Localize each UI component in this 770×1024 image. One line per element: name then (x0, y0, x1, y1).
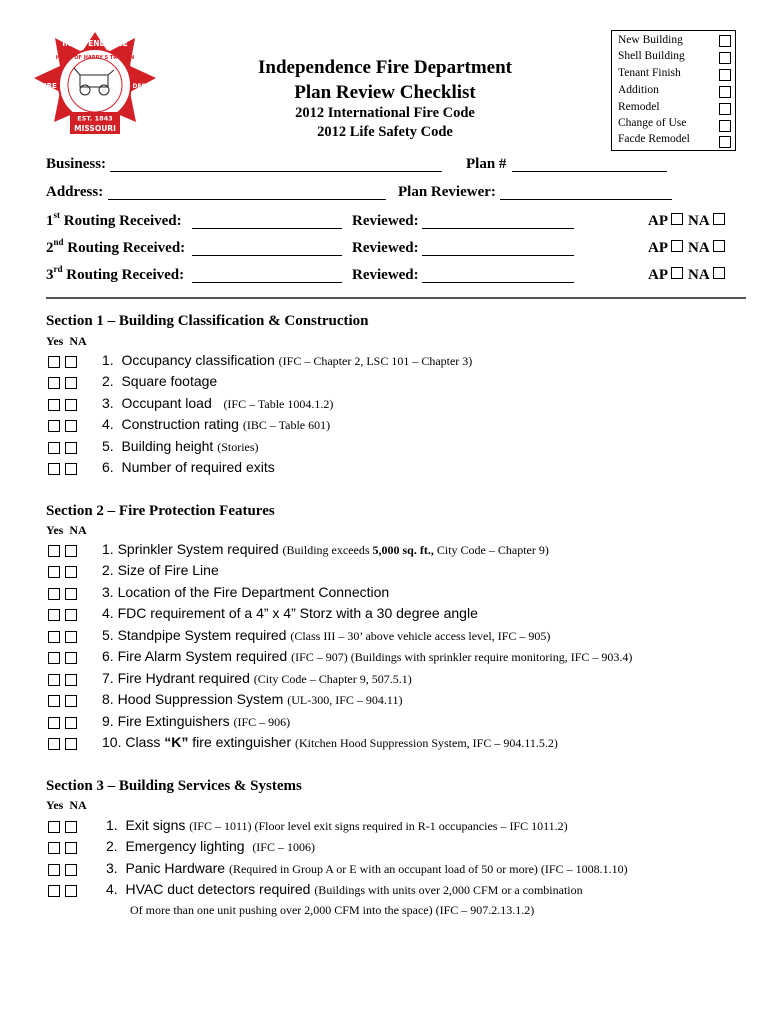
na-checkbox[interactable] (65, 717, 77, 729)
item-text: HVAC duct detectors required (125, 881, 311, 897)
yes-checkbox[interactable] (48, 545, 60, 557)
item-text: Size of Fire Line (117, 562, 219, 578)
list-item (102, 605, 478, 621)
plan-number-field[interactable] (512, 171, 667, 172)
yes-checkbox[interactable] (48, 738, 60, 750)
address-label: Address: (46, 184, 104, 200)
project-type-checkbox[interactable] (719, 120, 731, 132)
address-field[interactable] (108, 199, 386, 200)
item-number: 3. (102, 395, 114, 411)
item-note: (Buildings with units over 2,000 CFM or a combination (314, 883, 583, 897)
yes-na-checkboxes (48, 863, 82, 881)
na-checkbox[interactable] (65, 631, 77, 643)
yes-checkbox[interactable] (48, 631, 60, 643)
project-type-checkbox[interactable] (719, 69, 731, 81)
routing-3-label (46, 265, 184, 284)
item-number: 1. (106, 817, 118, 833)
item-number: 10. (102, 734, 122, 750)
item-text: Fire Alarm System required (117, 648, 288, 664)
item-note: (IFC – 1006) (252, 840, 315, 854)
yes-checkbox[interactable] (48, 377, 60, 389)
plan-reviewer-label: Plan Reviewer: (398, 184, 496, 200)
logo-missouri: MISSOURI (74, 124, 116, 133)
list-item (102, 373, 217, 389)
routing-text: Routing Received: (63, 213, 182, 229)
section-divider (46, 297, 746, 299)
item-note: (UL-300, IFC – 904.11) (287, 693, 403, 707)
routing-num: 2 (46, 240, 54, 256)
ap-2-checkbox[interactable] (671, 240, 683, 252)
project-type-label: Tenant Finish (618, 67, 681, 79)
na-checkbox[interactable] (65, 399, 77, 411)
routing-sup: st (53, 210, 60, 220)
na-label: NA (688, 240, 710, 256)
logo-est: EST. 1843 (77, 114, 113, 123)
yes-checkbox[interactable] (48, 864, 60, 876)
list-item (106, 881, 583, 898)
routing-sup: rd (53, 264, 63, 274)
item-note: (IFC – 907) (Buildings with sprinkler require monitoring, IFC – 903.4) (291, 650, 633, 664)
routing-2-label (46, 238, 185, 257)
item-number: 8. (102, 691, 114, 707)
section-2-title: Section 2 – Fire Protection Features (46, 503, 275, 519)
list-item (106, 838, 315, 855)
item-text: Panic Hardware (125, 860, 226, 876)
na-checkbox[interactable] (65, 695, 77, 707)
yes-na-checkboxes (48, 587, 82, 605)
list-item (106, 860, 628, 877)
item-text: Occupancy classification (121, 352, 275, 368)
reviewed-1-field[interactable] (422, 228, 574, 229)
na-checkbox[interactable] (65, 588, 77, 600)
routing-num: 1 (46, 213, 54, 229)
project-type-box (611, 30, 736, 151)
yes-checkbox[interactable] (48, 420, 60, 432)
item-text: Number of required exits (121, 459, 275, 475)
na-label: NA (688, 267, 710, 283)
project-type-label: Addition (618, 84, 659, 96)
yes-na-checkboxes (48, 565, 82, 583)
item-note-continued: Of more than one unit pushing over 2,000 CFM into the space) (IFC – 907.2.13.1.2) (130, 903, 535, 917)
list-item (102, 670, 412, 687)
item-text: Hood Suppression System (117, 691, 284, 707)
na-3-checkbox[interactable] (713, 267, 725, 279)
na-label: NA (69, 798, 87, 812)
routing-text: Routing Received: (67, 240, 186, 256)
project-type-label: Facde Remodel (618, 133, 690, 145)
na-checkbox[interactable] (65, 652, 77, 664)
yes-checkbox[interactable] (48, 821, 60, 833)
item-note: (Class III – 30’ above vehicle access level, IFC – 905) (290, 629, 551, 643)
item-number: 2. (102, 373, 114, 389)
ap-label: AP (648, 213, 668, 229)
item-note: City Code – Chapter 9) (433, 543, 549, 557)
item-number: 5. (102, 438, 114, 454)
item-text: Exit signs (125, 817, 186, 833)
yes-na-checkboxes (48, 630, 82, 648)
list-item (102, 352, 472, 369)
yes-na-checkboxes (48, 694, 82, 712)
list-item (102, 691, 402, 708)
item-number: 2. (106, 838, 118, 854)
item-note: (Building exceeds (282, 543, 373, 557)
yes-na-checkboxes (48, 841, 82, 859)
yes-checkbox[interactable] (48, 399, 60, 411)
project-type-checkbox[interactable] (719, 136, 731, 148)
yes-checkbox[interactable] (48, 566, 60, 578)
item-note-bold: 5,000 sq. ft., (372, 543, 434, 557)
na-checkbox[interactable] (65, 885, 77, 897)
business-field[interactable] (110, 171, 442, 172)
yes-label: Yes (46, 334, 64, 348)
logo-fire: FIRE (39, 82, 57, 90)
item-text: fire extinguisher (188, 734, 292, 750)
logo-dept: DEPT. (132, 83, 152, 90)
item-text: Class (125, 734, 165, 750)
item-note: (City Code – Chapter 9, 507.5.1) (253, 672, 412, 686)
item-text: Building height (121, 438, 214, 454)
yes-label: Yes (46, 798, 64, 812)
yes-checkbox[interactable] (48, 588, 60, 600)
project-type-checkbox[interactable] (719, 103, 731, 115)
item-number: 7. (102, 670, 114, 686)
yes-na-checkboxes (48, 651, 82, 669)
na-checkbox[interactable] (65, 864, 77, 876)
na-label: NA (69, 523, 87, 537)
yes-checkbox[interactable] (48, 842, 60, 854)
yes-na-checkboxes (48, 419, 82, 437)
yes-na-checkboxes (48, 355, 82, 373)
yes-checkbox[interactable] (48, 652, 60, 664)
reviewed-3-label: Reviewed: (352, 267, 419, 283)
item-note: (Kitchen Hood Suppression System, IFC – 904.11.5.2) (295, 736, 558, 750)
business-label: Business: (46, 156, 107, 172)
logo-arc-text: HOME OF HARRY S TRUMAN (55, 55, 135, 61)
item-text: Fire Extinguishers (117, 713, 230, 729)
yes-na-checkboxes (48, 398, 82, 416)
code-reference-lsc: 2012 Life Safety Code (317, 124, 453, 140)
list-item (102, 459, 275, 475)
list-item (102, 562, 219, 578)
plan-number-label: Plan # (466, 156, 507, 172)
yes-na-checkboxes (48, 376, 82, 394)
list-item (102, 438, 259, 455)
reviewed-1-label: Reviewed: (352, 213, 419, 229)
na-1-checkbox[interactable] (713, 213, 725, 225)
na-checkbox[interactable] (65, 738, 77, 750)
routing-3-received-field[interactable] (192, 282, 342, 283)
item-number: 4. (102, 605, 114, 621)
item-number: 6. (102, 459, 114, 475)
routing-2-received-field[interactable] (192, 255, 342, 256)
item-text: Fire Hydrant required (117, 670, 250, 686)
item-note: (IFC – Table 1004.1.2) (223, 397, 334, 411)
fire-department-logo (30, 30, 160, 150)
yes-checkbox[interactable] (48, 442, 60, 454)
yes-na-checkboxes (48, 737, 82, 755)
item-number: 3. (106, 860, 118, 876)
yes-na-checkboxes (48, 462, 82, 480)
item-number: 9. (102, 713, 114, 729)
list-item (102, 627, 550, 644)
item-number: 3. (102, 584, 114, 600)
yes-na-header (46, 798, 87, 813)
na-checkbox[interactable] (65, 463, 77, 475)
item-text: Square footage (121, 373, 218, 389)
yes-na-header (46, 334, 87, 349)
section-2-list (48, 541, 758, 756)
section-3-list (48, 817, 758, 927)
list-item (102, 713, 290, 730)
na-checkbox[interactable] (65, 674, 77, 686)
page-title: Independence Fire Department (257, 57, 512, 78)
project-type-label: Remodel (618, 101, 660, 113)
item-text: Location of the Fire Department Connection (117, 584, 390, 600)
routing-sup: nd (53, 237, 64, 247)
item-number: 5. (102, 627, 114, 643)
list-item (102, 648, 632, 665)
na-2-checkbox[interactable] (713, 240, 725, 252)
project-type-checkbox[interactable] (719, 86, 731, 98)
na-checkbox[interactable] (65, 566, 77, 578)
yes-label: Yes (46, 523, 64, 537)
list-item (102, 395, 333, 412)
item-number: 4. (102, 416, 114, 432)
yes-na-checkboxes (48, 673, 82, 691)
yes-na-checkboxes (48, 544, 82, 562)
reviewed-3-field[interactable] (422, 282, 574, 283)
item-note: (IFC – Chapter 2, LSC 101 – Chapter 3) (278, 354, 473, 368)
yes-na-checkboxes (48, 441, 82, 459)
na-checkbox[interactable] (65, 442, 77, 454)
list-item (102, 541, 549, 558)
item-number: 4. (106, 881, 118, 897)
item-note: (IBC – Table 601) (242, 418, 331, 432)
ap-label: AP (648, 267, 668, 283)
item-text: Standpipe System required (117, 627, 287, 643)
item-number: 6. (102, 648, 114, 664)
na-label: NA (69, 334, 87, 348)
reviewed-2-label: Reviewed: (352, 240, 419, 256)
project-type-checkbox[interactable] (719, 35, 731, 47)
routing-text: Routing Received: (66, 267, 185, 283)
item-text: FDC requirement of a 4” x 4” Storz with a 30 degree angle (117, 605, 478, 621)
ap-3-checkbox[interactable] (671, 267, 683, 279)
list-item (106, 817, 568, 834)
ap-1-checkbox[interactable] (671, 213, 683, 225)
page-subtitle: Plan Review Checklist (294, 82, 476, 103)
item-note: (IFC – 906) (233, 715, 291, 729)
yes-na-checkboxes (48, 608, 82, 626)
project-type-label: Shell Building (618, 50, 685, 62)
item-note: (Stories) (217, 440, 259, 454)
yes-na-checkboxes (48, 716, 82, 734)
yes-na-checkboxes (48, 884, 82, 902)
na-checkbox[interactable] (65, 842, 77, 854)
ap-label: AP (648, 240, 668, 256)
list-item (102, 734, 558, 751)
code-reference-ifc: 2012 International Fire Code (295, 105, 475, 121)
yes-checkbox[interactable] (48, 609, 60, 621)
item-text-bold: “K” (164, 734, 189, 750)
yes-checkbox[interactable] (48, 674, 60, 686)
project-type-label: New Building (618, 34, 683, 46)
list-item (102, 416, 330, 433)
item-text: Sprinkler System required (117, 541, 279, 557)
item-number: 1. (102, 541, 114, 557)
routing-1-received-field[interactable] (192, 228, 342, 229)
item-text: Occupant load (121, 395, 212, 411)
yes-checkbox[interactable] (48, 885, 60, 897)
section-1-list (48, 352, 748, 482)
logo-independence: INDEPENDENCE (62, 39, 128, 48)
project-type-label: Change of Use (618, 117, 687, 129)
item-number: 1. (102, 352, 114, 368)
yes-checkbox[interactable] (48, 695, 60, 707)
na-checkbox[interactable] (65, 609, 77, 621)
routing-num: 3 (46, 267, 54, 283)
na-checkbox[interactable] (65, 545, 77, 557)
yes-checkbox[interactable] (48, 463, 60, 475)
section-3-title: Section 3 – Building Services & Systems (46, 778, 302, 794)
project-type-checkbox[interactable] (719, 52, 731, 64)
yes-na-checkboxes (48, 820, 82, 838)
yes-checkbox[interactable] (48, 356, 60, 368)
item-note: (IFC – 1011) (Floor level exit signs required in R-1 occupancies – IFC 1011.2) (189, 819, 568, 833)
item-number: 2. (102, 562, 114, 578)
na-checkbox[interactable] (65, 821, 77, 833)
plan-reviewer-field[interactable] (500, 199, 672, 200)
reviewed-2-field[interactable] (422, 255, 574, 256)
routing-1-label (46, 211, 182, 230)
yes-na-header (46, 523, 87, 538)
item-text: Construction rating (121, 416, 239, 432)
na-checkbox[interactable] (65, 377, 77, 389)
list-item (102, 584, 389, 600)
item-text: Emergency lighting (125, 838, 245, 854)
na-checkbox[interactable] (65, 356, 77, 368)
item-note: (Required in Group A or E with an occupant load of 50 or more) (IFC – 1008.1.10) (228, 862, 628, 876)
na-checkbox[interactable] (65, 420, 77, 432)
section-1-title: Section 1 – Building Classification & Construction (46, 313, 369, 329)
na-label: NA (688, 213, 710, 229)
yes-checkbox[interactable] (48, 717, 60, 729)
